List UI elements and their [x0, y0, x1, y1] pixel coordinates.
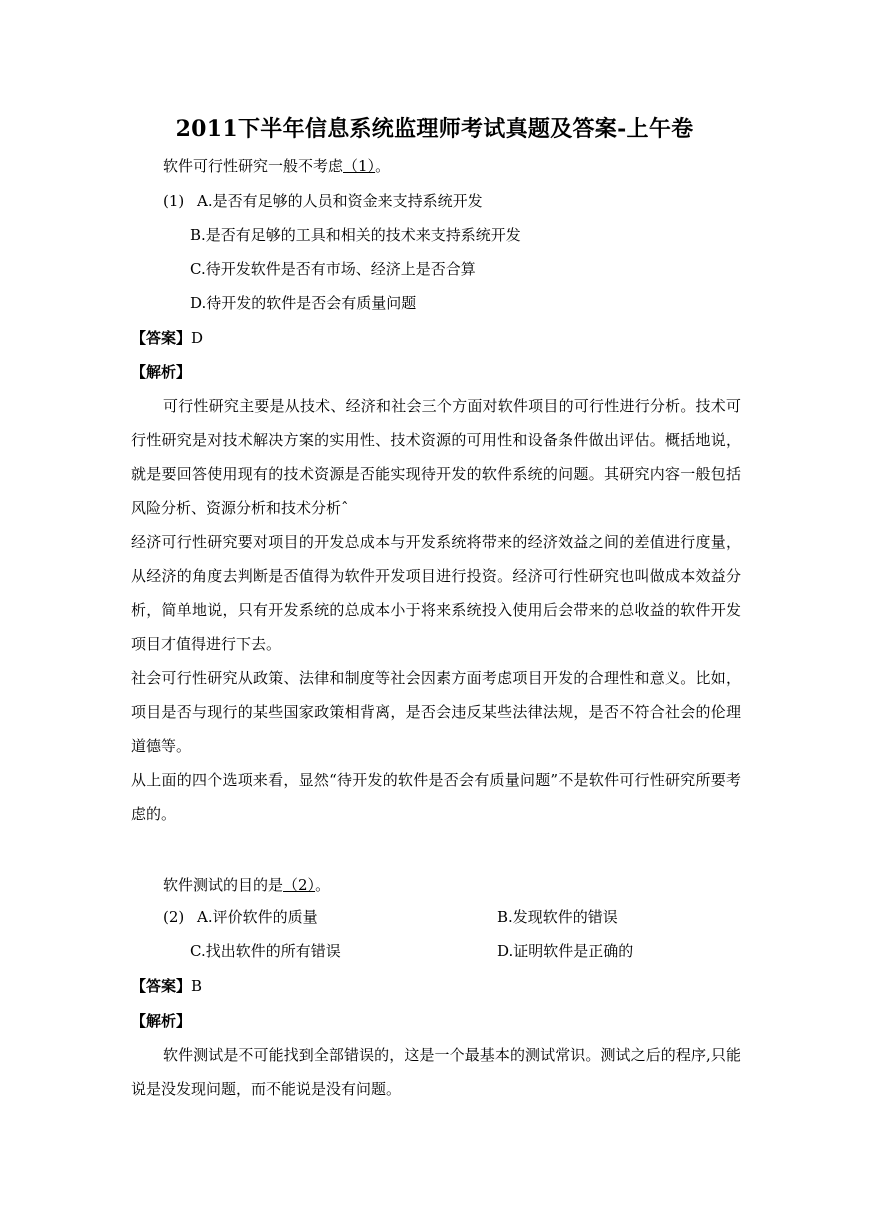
page-title: 2011下半年信息系统监理师考试真题及答案-上午卷: [175, 116, 694, 142]
q1-answer-value: D: [191, 329, 204, 347]
q1-analysis-paragraph-4: 从上面的四个选项来看，显然“待开发的软件是否会有质量问题”不是软件可行性研究所要考虑的。: [131, 771, 741, 823]
q1-answer-label: 【答案】: [131, 329, 192, 347]
q2-stem-suffix: 。: [315, 876, 331, 894]
q2-answer: [131, 976, 202, 996]
q2-blank: （2）: [283, 876, 316, 894]
q1-option-d: D.待开发的软件是否会有质量问题: [190, 294, 417, 312]
q2-stem: [163, 875, 330, 895]
q2-option-b: B.发现软件的错误: [497, 908, 618, 926]
q2-option-d: D.证明软件是正确的: [497, 942, 634, 960]
q2-number: (2): [163, 908, 185, 926]
q2-answer-label: 【答案】: [131, 977, 192, 995]
q1-option-b: B.是否有足够的工具和相关的技术来支持系统开发: [190, 226, 521, 244]
q1-stem-suffix: 。: [375, 157, 391, 175]
q2-option-a-row: [163, 907, 318, 927]
q1-number: (1): [163, 192, 185, 210]
q2-analysis-paragraph-1: 软件测试是不可能找到全部错误的，这是一个最基本的测试常识。测试之后的程序,只能说是没发现问题，而不能说是没有问题。: [131, 1046, 741, 1098]
q1-option-c: C.待开发软件是否有市场、经济上是否合算: [190, 260, 476, 278]
q1-analysis-paragraph-1: 可行性研究主要是从技术、经济和社会三个方面对软件项目的可行性进行分析。技术可行性研究是对技术解决方案的实用性、技术资源的可用性和设备条件做出评估。概括地说，就是要回答使用现有的技术资源是否能实现待开发的软件系统的问题。其研究内容一般包括风险分析、资源分析和技术分析ˆ: [131, 397, 741, 517]
q1-analysis-paragraph-3: 社会可行性研究从政策、法律和制度等社会因素方面考虑项目开发的合理性和意义。比如，项目是否与现行的某些国家政策相背离，是否会违反某些法律法规，是否不符合社会的伦理道德等。: [131, 669, 741, 755]
q1-option-a-row: [163, 191, 483, 211]
q1-blank: （1）: [343, 157, 376, 175]
q1-analysis-paragraph-2: 经济可行性研究要对项目的开发总成本与开发系统将带来的经济效益之间的差值进行度量，从经济的角度去判断是否值得为软件开发项目进行投资。经济可行性研究也叫做成本效益分析，简单地说，只有开发系统的总成本小于将来系统投入使用后会带来的总收益的软件开发项目才值得进行下去。: [131, 533, 741, 653]
q1-answer: [131, 328, 203, 348]
q2-option-c: C.找出软件的所有错误: [190, 942, 341, 960]
q2-answer-value: B: [191, 977, 203, 995]
q1-stem-prefix: 软件可行性研究一般不考虑: [163, 157, 344, 175]
q2-stem-prefix: 软件测试的目的是: [163, 876, 284, 894]
q2-analysis-label: 【解析】: [131, 1012, 192, 1030]
q1-stem: [163, 156, 390, 176]
q2-option-a: A.评价软件的质量: [197, 908, 318, 926]
q1-analysis-label: 【解析】: [131, 363, 192, 381]
q1-option-a: A.是否有足够的人员和资金来支持系统开发: [197, 192, 483, 210]
